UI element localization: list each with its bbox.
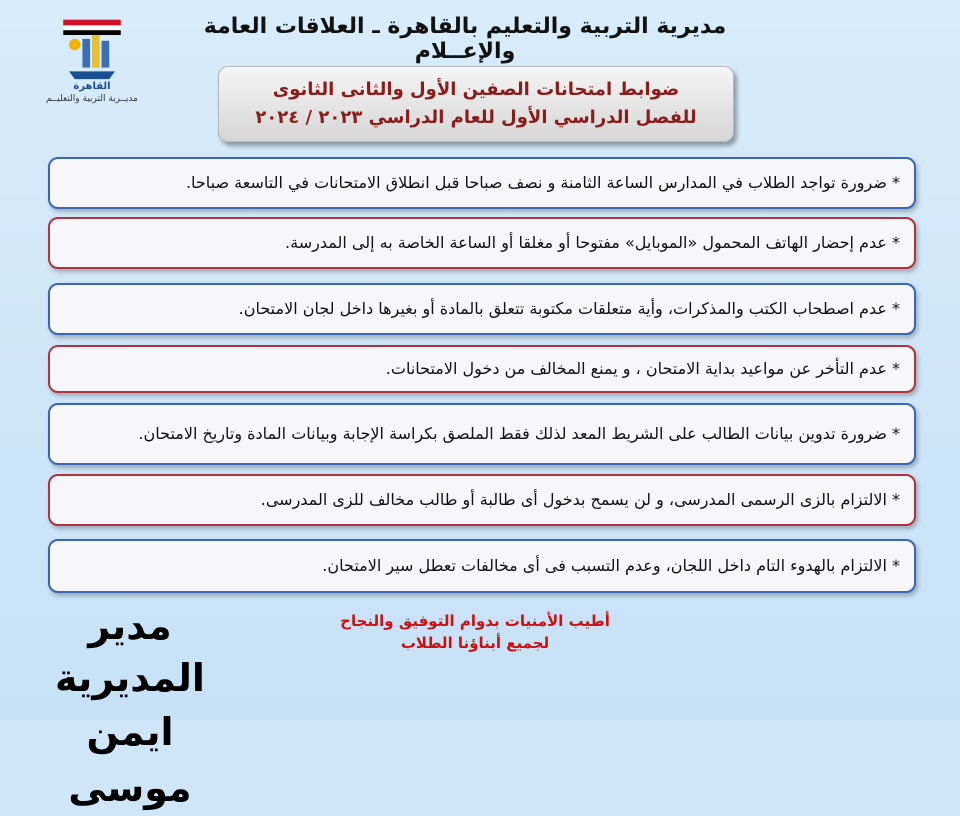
signature-block (30, 600, 230, 816)
rule-text: * عدم إحضار الهاتف المحمول «الموبايل» مفتوحا أو مغلقا أو الساعة الخاصة به إلى المدرسة. (285, 233, 900, 252)
signature-name: ايمن موسى (68, 710, 192, 810)
rule-text: * عدم اصطحاب الكتب والمذكرات، وأية متعلقات مكتوبة تتعلق بالمادة أو بغيرها داخل لجان الامتحان. (238, 299, 900, 318)
subtitle-line-1: ضوابط امتحانات الصفين الأول والثانى الثانوى (272, 79, 680, 100)
rule-text: * الالتزام بالزى الرسمى المدرسى، و لن يسمح بدخول أى طالبة أو طالب مخالف للزى المدرسى. (260, 490, 900, 509)
rule-item-4 (48, 345, 916, 393)
rule-item-6 (48, 474, 916, 526)
wishes-block (330, 610, 620, 654)
subtitle-box (218, 66, 734, 142)
signature-title: مدير المديرية (55, 604, 205, 700)
rule-item-3 (48, 283, 916, 335)
rule-text: * عدم التأخر عن مواعيد بداية الامتحان ، و يمنع المخالف من دخول الامتحانات. (385, 359, 900, 378)
directorate-logo (46, 12, 138, 104)
rule-text: * الالتزام بالهدوء التام داخل اللجان، وعدم التسبب فى أى مخالفات تعطل سير الامتحان. (322, 556, 900, 575)
logo-icon (62, 12, 122, 81)
page-title: مديرية التربية والتعليم بالقاهرة ـ العلاقات العامة والإعــلام (203, 14, 727, 64)
rule-item-2 (48, 217, 916, 269)
rule-item-7 (48, 539, 916, 593)
wishes-line-2: لجميع أبناؤنا الطلاب (400, 634, 550, 652)
subtitle-line-2: للفصل الدراسي الأول للعام الدراسي ٢٠٢٣ / ٢٠٢٤ (255, 107, 697, 128)
logo-caption: مديــرية التربية والتعليــم (46, 94, 138, 104)
rule-text: * ضرورة تواجد الطلاب في المدارس الساعة الثامنة و نصف صباحا قبل انطلاق الامتحانات في التاسعة صباحا. (185, 173, 900, 192)
rule-item-1 (48, 157, 916, 209)
logo-label: القاهرة (73, 81, 111, 92)
wishes-line-1: أطيب الأمنيات بدوام التوفيق والنجاح (340, 612, 610, 630)
rule-item-5 (48, 403, 916, 465)
rule-text: * ضرورة تدوين بيانات الطالب على الشريط المعد لذلك فقط الملصق بكراسة الإجابة وبيانات المادة وتاريخ الامتحان. (138, 424, 900, 443)
